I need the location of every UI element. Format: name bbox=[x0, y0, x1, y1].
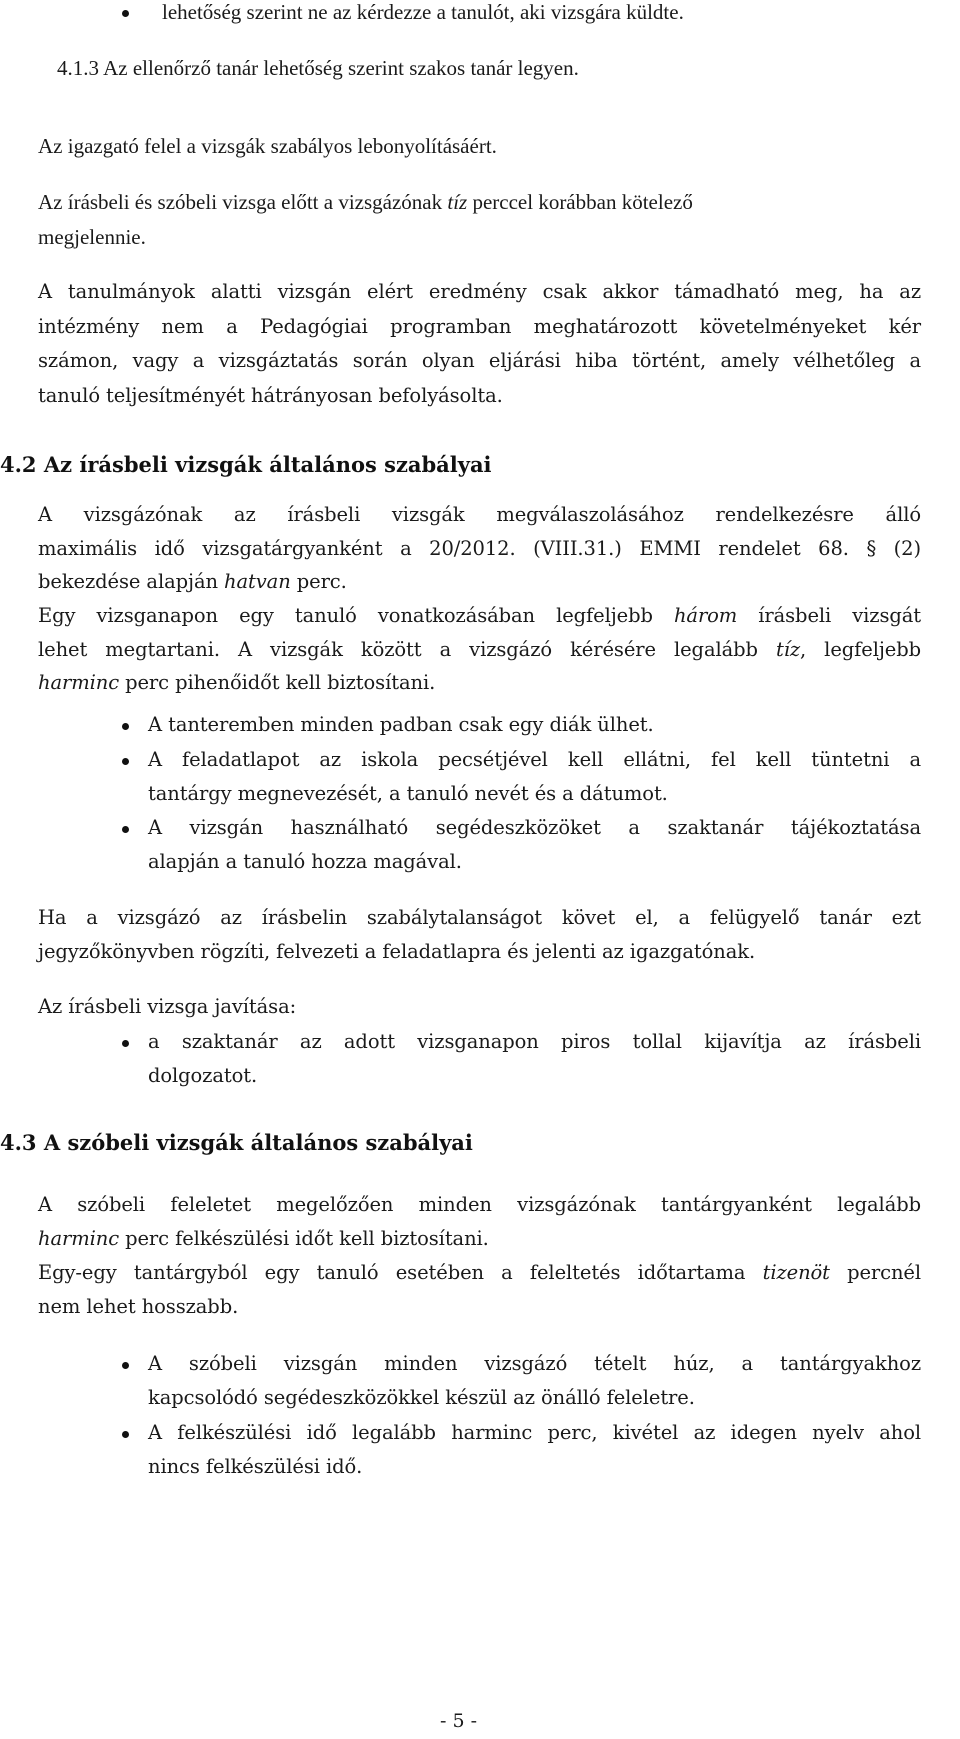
text: perc pihenőidőt kell biztosítani. bbox=[119, 671, 436, 694]
emphasis: tíz bbox=[447, 190, 468, 214]
list-item: a szaktanár az adott vizsganapon piros tollal kijavítja az írásbeli bbox=[148, 1030, 921, 1053]
section-heading: 4.2 Az írásbeli vizsgák általános szabályai bbox=[0, 452, 492, 477]
paragraph-line: nem lehet hosszabb. bbox=[38, 1295, 239, 1318]
bullet-icon bbox=[122, 826, 129, 833]
bullet-icon bbox=[122, 723, 129, 730]
paragraph-line bbox=[38, 1261, 921, 1284]
paragraph-line: tanuló teljesítményét hátrányosan befolyásolta. bbox=[38, 384, 503, 407]
emphasis: hatvan bbox=[224, 570, 291, 593]
text: bekezdése alapján bbox=[38, 570, 225, 593]
list-item: A feladatlapot az iskola pecsétjével kell ellátni, fel kell tüntetni a bbox=[148, 748, 921, 771]
paragraph: Az írásbeli vizsga javítása: bbox=[38, 995, 297, 1018]
paragraph-line bbox=[38, 570, 347, 593]
paragraph-line bbox=[38, 671, 435, 694]
emphasis: három bbox=[673, 604, 738, 627]
list-item-continuation: tantárgy megnevezését, a tanuló nevét és a dátumot. bbox=[148, 782, 668, 805]
section-heading: 4.3 A szóbeli vizsgák általános szabályai bbox=[0, 1130, 473, 1155]
paragraph-line: A tanulmányok alatti vizsgán elért eredmény csak akkor támadható meg, ha az bbox=[38, 280, 921, 303]
paragraph-line: A szóbeli feleletet megelőzően minden vizsgázónak tantárgyanként legalább bbox=[38, 1193, 921, 1216]
list-item-continuation: dolgozatot. bbox=[148, 1064, 258, 1087]
text: Az írásbeli és szóbeli vizsga előtt a vizsgázónak bbox=[38, 190, 448, 214]
bullet-icon bbox=[122, 758, 129, 765]
list-item: lehetőség szerint ne az kérdezze a tanulót, aki vizsgára küldte. bbox=[162, 0, 684, 24]
bullet-icon bbox=[122, 10, 129, 17]
list-item: A szóbeli vizsgán minden vizsgázó tételt húz, a tantárgyakhoz bbox=[148, 1352, 921, 1375]
paragraph-line: maximális idő vizsgatárgyanként a 20/2012. (VIII.31.) EMMI rendelet 68. § (2) bbox=[38, 537, 921, 560]
text: lehet megtartani. A vizsgák között a vizsgázó kérésére legalább bbox=[38, 638, 776, 661]
bullet-icon bbox=[122, 1362, 129, 1369]
paragraph: megjelennie. bbox=[38, 225, 146, 249]
paragraph bbox=[38, 190, 918, 215]
paragraph-line: számon, vagy a vizsgáztatás során olyan eljárási hiba történt, amely vélhetőleg a bbox=[38, 349, 921, 372]
bullet-icon bbox=[122, 1040, 129, 1047]
paragraph-line bbox=[38, 604, 921, 627]
paragraph-line: jegyzőkönyvben rögzíti, felvezeti a feladatlapra és jelenti az igazgatónak. bbox=[38, 940, 756, 963]
emphasis: tíz bbox=[775, 638, 801, 661]
list-item-continuation: nincs felkészülési idő. bbox=[148, 1455, 363, 1478]
text: írásbeli vizsgát bbox=[737, 604, 921, 627]
paragraph-line bbox=[38, 1227, 489, 1250]
list-item-continuation: kapcsolódó segédeszközökkel készül az önálló feleletre. bbox=[148, 1386, 695, 1409]
emphasis: tizenöt bbox=[762, 1261, 830, 1284]
text: perc. bbox=[290, 570, 347, 593]
text: percnél bbox=[829, 1261, 922, 1284]
bullet-icon bbox=[122, 1431, 129, 1438]
emphasis: harminc bbox=[38, 671, 120, 694]
list-item: A vizsgán használható segédeszközöket a szaktanár tájékoztatása bbox=[148, 816, 921, 839]
paragraph-line bbox=[38, 638, 921, 661]
list-item-continuation: alapján a tanuló hozza magával. bbox=[148, 850, 462, 873]
emphasis: harminc bbox=[38, 1227, 120, 1250]
text: perccel korábban kötelező bbox=[467, 190, 693, 214]
text: perc felkészülési időt kell biztosítani. bbox=[119, 1227, 489, 1250]
list-item: A tanteremben minden padban csak egy diák ülhet. bbox=[148, 713, 654, 736]
paragraph: 4.1.3 Az ellenőrző tanár lehetőség szerint szakos tanár legyen. bbox=[57, 56, 579, 80]
paragraph: Az igazgató felel a vizsgák szabályos lebonyolításáért. bbox=[38, 134, 497, 158]
paragraph-line: Ha a vizsgázó az írásbelin szabálytalanságot követ el, a felügyelő tanár ezt bbox=[38, 906, 921, 929]
text: , legfeljebb bbox=[800, 638, 921, 661]
paragraph-line: A vizsgázónak az írásbeli vizsgák megválaszolásához rendelkezésre álló bbox=[38, 503, 921, 526]
list-item: A felkészülési idő legalább harminc perc, kivétel az idegen nyelv ahol bbox=[148, 1421, 921, 1444]
paragraph-line: intézmény nem a Pedagógiai programban meghatározott követelményeket kér bbox=[38, 315, 921, 338]
text: Egy-egy tantárgyból egy tanuló esetében a feleltetés időtartama bbox=[38, 1261, 763, 1284]
text: Egy vizsganapon egy tanuló vonatkozásában legfeljebb bbox=[38, 604, 674, 627]
page-number: - 5 - bbox=[440, 1710, 478, 1732]
